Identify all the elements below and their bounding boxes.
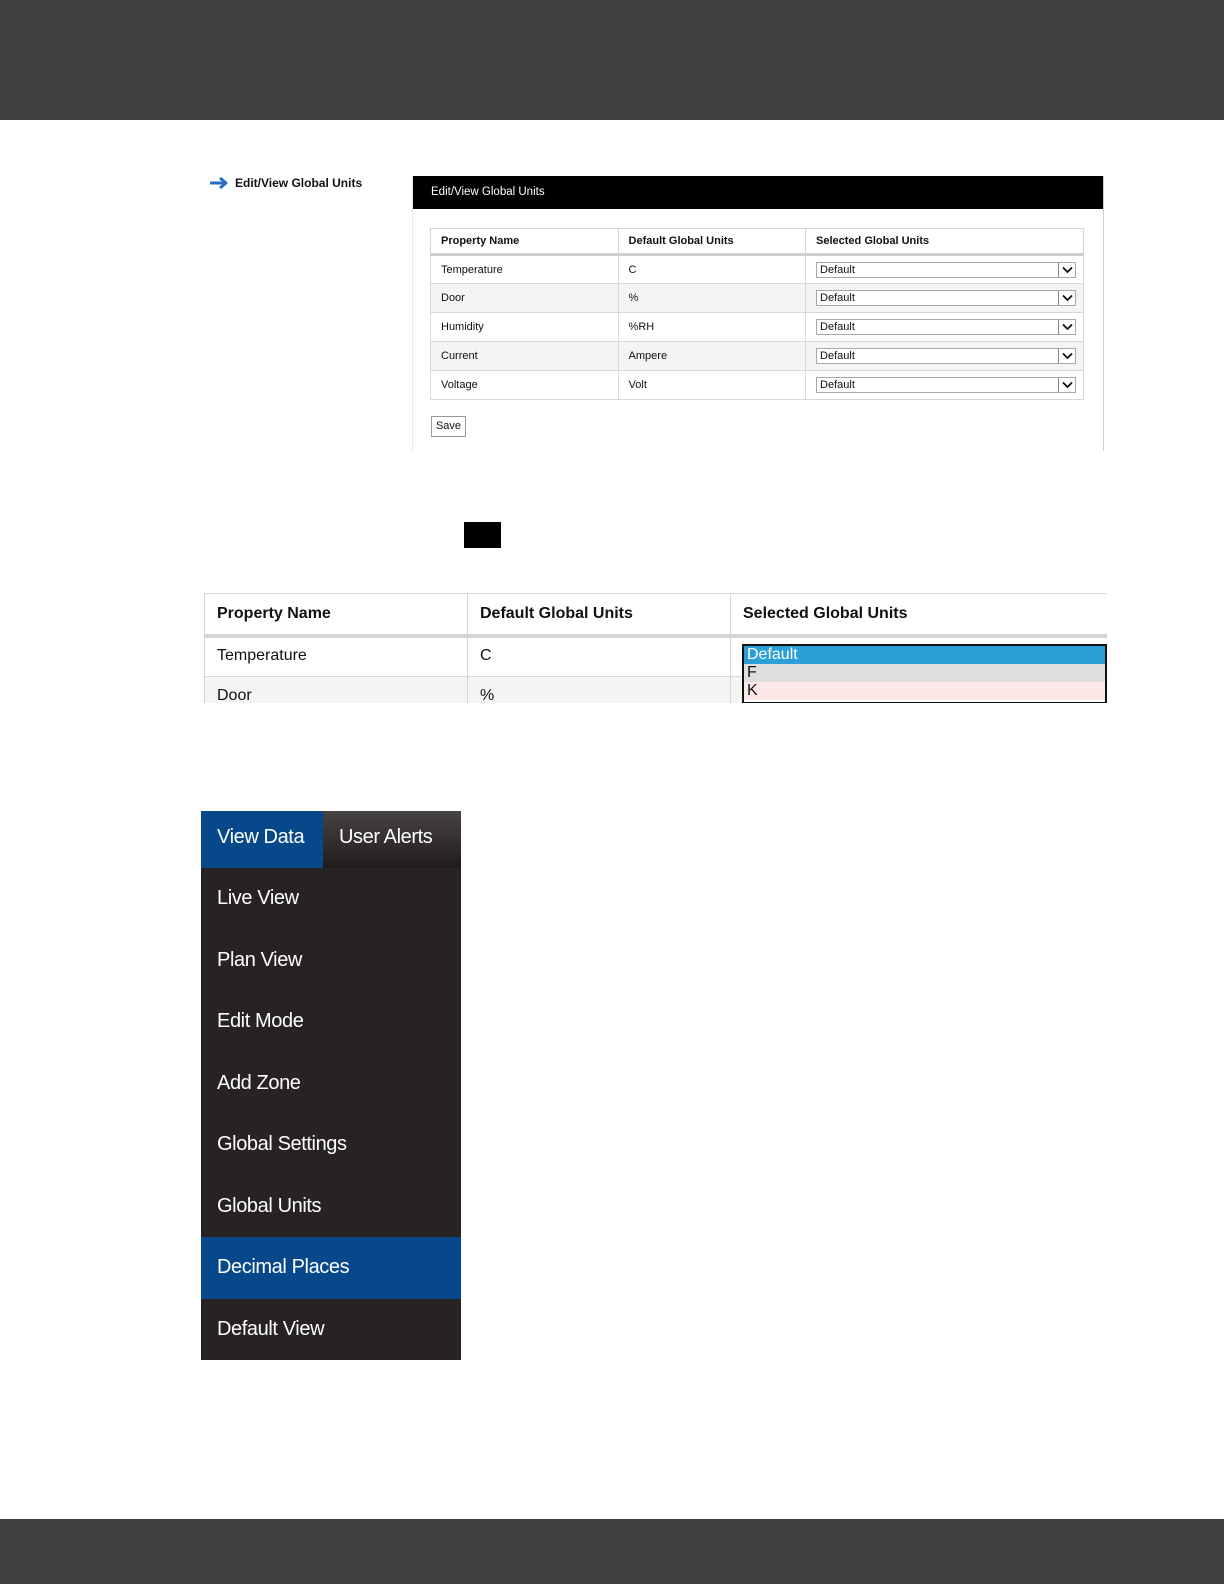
arrow-right-icon xyxy=(210,177,228,189)
table-row xyxy=(431,313,1084,342)
menu-item-live-view[interactable]: Live View xyxy=(217,887,299,909)
menu-item-edit-mode[interactable]: Edit Mode xyxy=(217,1010,304,1032)
select-value: Default xyxy=(820,292,855,304)
column-header-default: Default Global Units xyxy=(480,605,633,622)
property-name-cell: Temperature xyxy=(217,647,307,664)
column-header-selected: Selected Global Units xyxy=(743,605,908,622)
chevron-down-icon[interactable] xyxy=(1058,263,1075,277)
property-name-cell: Voltage xyxy=(431,371,619,400)
menu-item-default-view[interactable]: Default View xyxy=(217,1317,325,1340)
selected-unit-cell xyxy=(806,255,1084,284)
select-value: Default xyxy=(820,350,855,362)
menu-item-decimal-places[interactable]: Decimal Places xyxy=(201,1237,461,1299)
tab-user-alerts[interactable]: User Alerts xyxy=(339,826,433,848)
property-name-cell: Door xyxy=(217,687,252,703)
unit-select[interactable] xyxy=(816,319,1076,335)
menu-item-global-settings[interactable]: Global Settings xyxy=(217,1133,347,1155)
selected-unit-cell xyxy=(806,371,1084,400)
option-k[interactable]: K xyxy=(744,682,1105,700)
table-row xyxy=(431,255,1084,284)
default-unit-cell: % xyxy=(480,687,495,703)
header-separator xyxy=(204,634,1107,638)
save-button[interactable]: Save xyxy=(431,416,466,437)
menu-tabs xyxy=(201,811,461,868)
selected-unit-cell xyxy=(806,313,1084,342)
option-default[interactable]: Default xyxy=(744,646,1105,664)
table-row xyxy=(431,371,1084,400)
select-value: Default xyxy=(820,379,855,391)
selected-unit-cell xyxy=(806,284,1084,313)
table-row xyxy=(431,342,1084,371)
global-units-panel xyxy=(412,176,1104,451)
property-name-cell: Current xyxy=(431,342,619,371)
global-units-table xyxy=(430,228,1084,400)
property-name-cell: Door xyxy=(431,284,619,313)
chevron-down-icon[interactable] xyxy=(1058,378,1075,392)
default-unit-cell: %RH xyxy=(618,313,805,342)
property-name-cell: Temperature xyxy=(431,255,619,284)
property-name-cell: Humidity xyxy=(431,313,619,342)
default-unit-cell: C xyxy=(618,255,805,284)
unit-select[interactable] xyxy=(816,377,1076,393)
selected-unit-cell xyxy=(806,342,1084,371)
unit-options-listbox[interactable] xyxy=(742,644,1107,703)
zoomed-units-table xyxy=(204,593,1107,703)
menu-item-global-units[interactable]: Global Units xyxy=(217,1194,322,1217)
redacted-block xyxy=(464,522,501,548)
table-row xyxy=(431,284,1084,313)
view-data-menu xyxy=(201,811,461,1360)
default-unit-cell: C xyxy=(480,647,492,664)
panel-title: Edit/View Global Units xyxy=(413,176,1103,209)
column-header-default: Default Global Units xyxy=(618,229,805,255)
chevron-down-icon[interactable] xyxy=(1058,291,1075,305)
tab-view-data[interactable]: View Data xyxy=(201,811,323,868)
column-header-selected: Selected Global Units xyxy=(806,229,1084,255)
nav-link-label: Edit/View Global Units xyxy=(235,176,363,190)
unit-select[interactable] xyxy=(816,348,1076,364)
default-unit-cell: % xyxy=(618,284,805,313)
menu-item-add-zone[interactable]: Add Zone xyxy=(217,1071,301,1094)
chevron-down-icon[interactable] xyxy=(1058,320,1075,334)
select-value: Default xyxy=(820,263,855,276)
menu-item-plan-view[interactable]: Plan View xyxy=(217,948,302,971)
edit-view-global-units-link[interactable] xyxy=(210,175,362,191)
chevron-down-icon[interactable] xyxy=(1058,349,1075,363)
select-value: Default xyxy=(820,321,855,333)
option-f[interactable]: F xyxy=(744,664,1105,682)
bottom-bar xyxy=(0,1519,1224,1584)
top-bar xyxy=(0,0,1224,120)
default-unit-cell: Volt xyxy=(618,371,805,400)
column-header-property: Property Name xyxy=(431,229,619,255)
column-header-property: Property Name xyxy=(217,605,331,622)
default-unit-cell: Ampere xyxy=(618,342,805,371)
unit-select[interactable] xyxy=(816,290,1076,306)
unit-select[interactable] xyxy=(816,262,1076,278)
